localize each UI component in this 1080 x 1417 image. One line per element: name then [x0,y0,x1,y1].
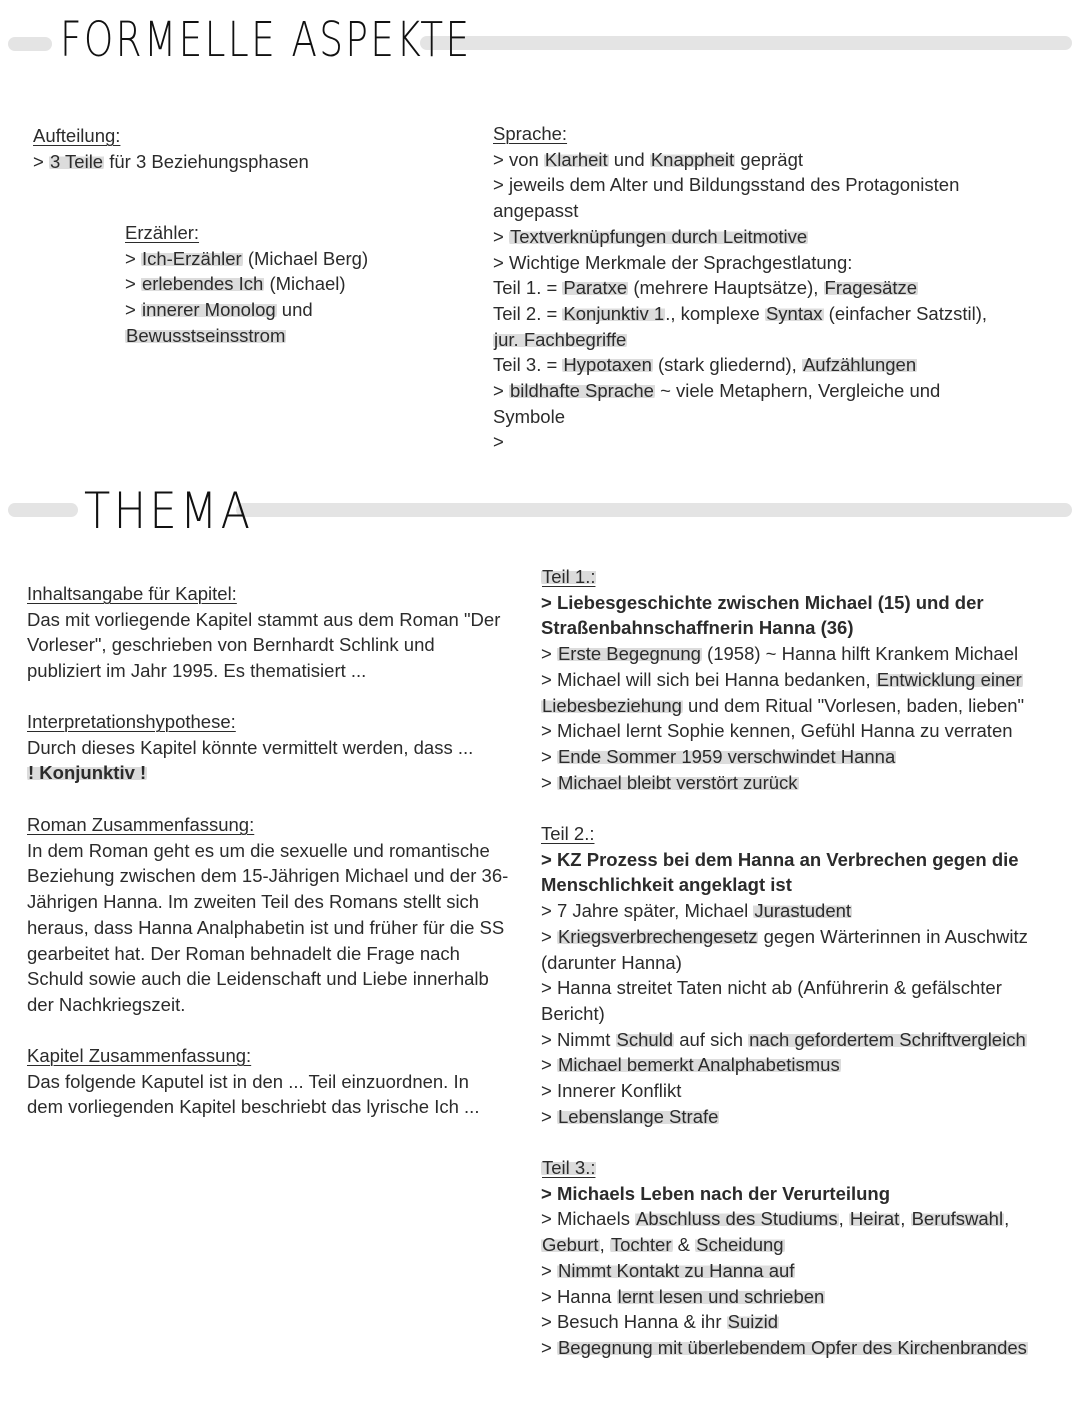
teil1-bold-1: > Liebesgeschichte zwischen Michael (15) und der [541,591,984,613]
teil1-bold-2: Straßenbahnschaffnerin Hanna (36) [541,617,854,639]
roman-line-5: gearbeitet hat. Der Roman behnadelt die Frage nach [27,942,460,964]
inhalt-line-2: Vorleser", geschrieben von Bernhardt Schlink und [27,634,435,656]
hypothese-label: Interpretationshypothese: [27,711,236,732]
sprache-line-8: jur. Fachbegriffe [494,328,627,350]
teil2-bold-1: > KZ Prozess bei dem Hanna an Verbrechen gegen die [541,848,1019,870]
teil3-line-4: > Nimmt Kontakt zu Hanna auf [541,1259,795,1281]
teil3-line-2: > Michaels Abschluss des Studiums, Heirat, Berufswahl, [541,1208,1010,1230]
teil1-block [541,564,1024,795]
erzaehler-line-2: > erlebendes Ich (Michael) [125,273,346,295]
thema-underline-left [8,503,78,517]
erzaehler-label: Erzähler: [125,222,200,243]
roman-label: Roman Zusammenfassung: [27,814,255,835]
kapitel-block [27,1043,479,1120]
erzaehler-block [125,220,368,349]
teil3-line-5: > Hanna lernt lesen und schrieben [541,1285,825,1307]
teil2-line-5: (darunter Hanna) [541,951,682,973]
teil3-label: Teil 3.: [542,1157,596,1178]
teil2-line-8: > Nimmt Schuld auf sich nach gefordertem Schriftvergleich [541,1028,1026,1050]
thema-underline-right [236,503,1072,517]
kapitel-line-1: Das folgende Kaputel ist in den ... Teil einzuordnen. In [27,1070,469,1092]
roman-line-3: Jährigen Hanna. Im zweiten Teil des Romans stellt sich [27,891,480,913]
teil2-line-7: Bericht) [541,1002,605,1024]
sprache-line-7: Teil 2. = Konjunktiv 1., komplexe Syntax (einfacher Satzstil), [493,302,988,324]
hypothese-bold: ! Konjunktiv ! [28,762,147,784]
inhalt-label: Inhaltsangabe für Kapitel: [27,583,237,604]
roman-line-4: heraus, dass Hanna Analphabetin ist und früher für die SS [27,916,505,938]
roman-line-6: Schuld sowie auch die Leidenschaft und Liebe innerhalb [27,968,489,990]
teil2-bold-2: Menschlichkeit angeklagt ist [541,874,792,896]
aufteilung-line: > 3 Teile für 3 Beziehungsphasen [33,150,309,172]
heading-thema: THEMA [84,482,254,540]
sprache-line-6: Teil 1. = Paratxe (mehrere Hauptsätze), Fragesätze [493,277,918,299]
heading-underline-right [420,36,1072,50]
teil3-line-3: Geburt, Tochter & Scheidung [542,1234,784,1256]
teil1-line-3: > Erste Begegnung (1958) ~ Hanna hilft Krankem Michael [541,643,1019,665]
teil1-line-7: > Ende Sommer 1959 verschwindet Hanna [541,745,896,767]
sprache-line-5: > Wichtige Merkmale der Sprachgestlatung: [493,251,853,273]
teil2-line-11: > Lebenslange Strafe [541,1105,719,1127]
sprache-line-11: Symbole [493,405,565,427]
inhalt-line-3: publiziert im Jahr 1995. Es thematisiert ... [27,660,367,682]
inhalt-line-1: Das mit vorliegende Kapitel stammt aus dem Roman "Der [27,608,501,630]
teil2-line-9: > Michael bemerkt Analphabetismus [541,1054,840,1076]
sprache-line-2: > jeweils dem Alter und Bildungsstand des Protagonisten [493,174,960,196]
inhalt-block [27,581,500,684]
hypothese-block [27,709,473,786]
sprache-line-4: > Textverknüpfungen durch Leitmotive [493,225,808,247]
teil3-block [541,1155,1028,1361]
teil1-line-8: > Michael bleibt verstört zurück [541,771,798,793]
sprache-line-9: Teil 3. = Hypotaxen (stark gliedernd), Aufzählungen [493,354,917,376]
teil2-block [541,821,1028,1129]
hypothese-line: Durch dieses Kapitel könnte vermittelt werden, dass ... [27,736,474,758]
teil1-label: Teil 1.: [542,566,596,587]
sprache-line-10: > bildhafte Sprache ~ viele Metaphern, Vergleiche und [493,380,941,402]
sprache-line-3: angepasst [493,200,579,222]
teil1-line-6: > Michael lernt Sophie kennen, Gefühl Hanna zu verraten [541,720,1013,742]
sprache-block [493,121,987,455]
sprache-line-12: > [493,431,504,453]
teil3-line-6: > Besuch Hanna & ihr Suizid [541,1311,779,1333]
roman-line-2: Beziehung zwischen dem 15-Jährigen Michael und der 36- [27,865,509,887]
roman-line-7: der Nachkriegszeit. [27,993,186,1015]
teil2-line-3: > 7 Jahre später, Michael Jurastudent [541,900,852,922]
sprache-label: Sprache: [493,123,568,144]
roman-block [27,812,508,1018]
teil2-line-6: > Hanna streitet Taten nicht ab (Anführerin & gefälschter [541,977,1002,999]
teil2-line-4: > Kriegsverbrechengesetz gegen Wärterinnen in Auschwitz [541,925,1028,947]
kapitel-line-2: dem vorliegenden Kapitel beschriebt das lyrische Ich ... [27,1096,480,1118]
sprache-line-1: > von Klarheit und Knappheit geprägt [493,148,804,170]
erzaehler-line-3: > innerer Monolog und [125,299,313,321]
aufteilung-label: Aufteilung: [33,125,121,146]
kapitel-label: Kapitel Zusammenfassung: [27,1045,252,1066]
erzaehler-line-4: Bewusstseinsstrom [126,324,286,346]
teil2-line-10: > Innerer Konflikt [541,1080,682,1102]
erzaehler-line-1: > Ich-Erzähler (Michael Berg) [125,247,369,269]
teil1-line-4: > Michael will sich bei Hanna bedanken, Entwicklung einer [541,668,1022,690]
aufteilung-block [33,123,309,174]
teil3-line-7: > Begegnung mit überlebendem Opfer des Kirchenbrandes [541,1336,1027,1358]
teil3-bold-1: > Michaels Leben nach der Verurteilung [541,1182,891,1204]
heading-formelle-aspekte: FORMELLE ASPEKTE [60,12,472,68]
roman-line-1: In dem Roman geht es um die sexuelle und romantische [27,839,490,861]
teil1-line-5: Liebesbeziehung und dem Ritual "Vorlesen, baden, lieben" [542,694,1025,716]
teil2-label: Teil 2.: [541,823,595,844]
heading-underline-left [8,37,52,51]
